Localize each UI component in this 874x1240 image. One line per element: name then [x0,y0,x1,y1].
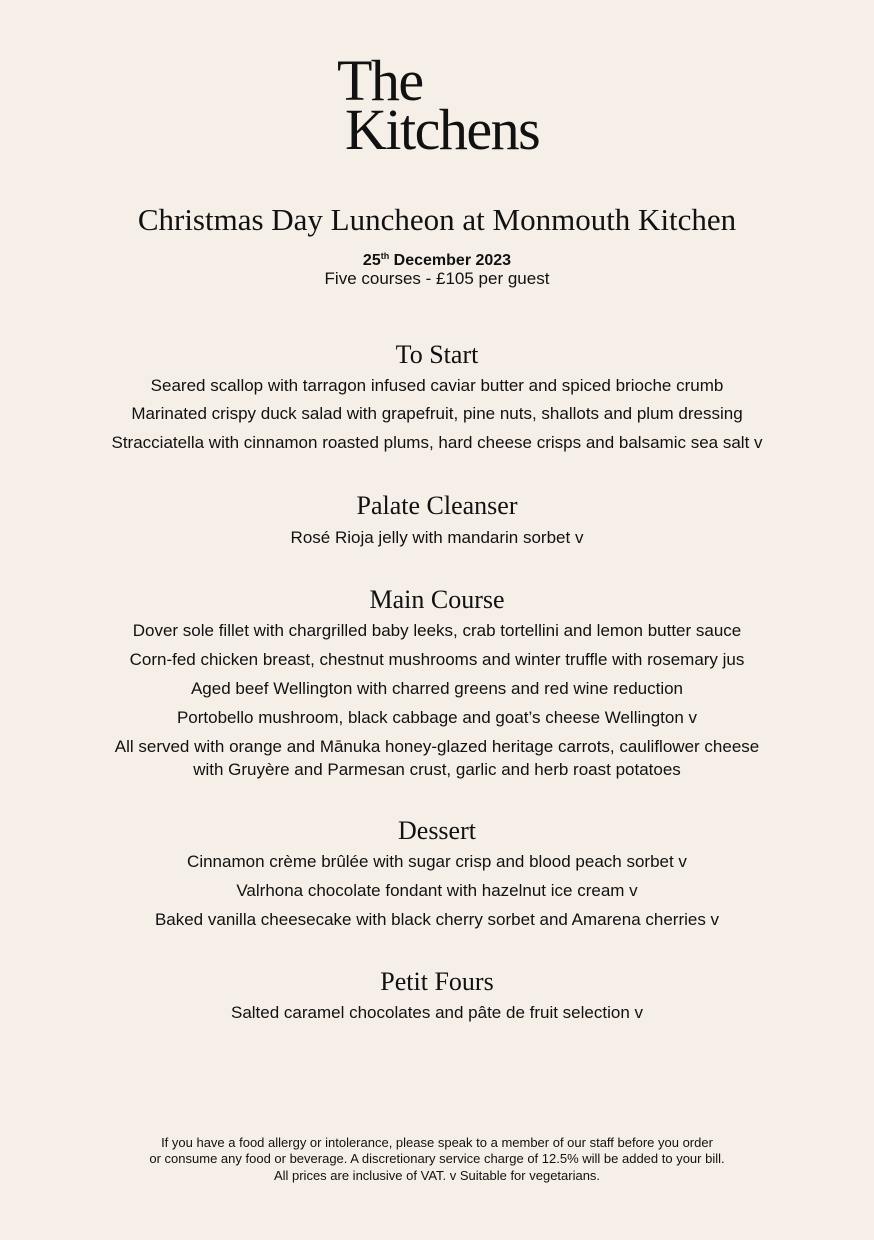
logo-the: The [337,48,423,113]
menu-item: Aged beef Wellington with charred greens and red wine reduction [190,679,684,698]
menu-item: Valrhona chocolate fondant with hazelnut ice cream v [236,881,638,900]
menu-price: Five courses - £105 per guest [324,269,550,288]
section-heading-main-course: Main Course [369,585,505,614]
date-day: 25 [362,252,381,269]
menu-item: Dover sole fillet with chargrilled baby leeks, crab tortellini and lemon butter sauce [132,621,742,640]
menu-item: Portobello mushroom, black cabbage and goat’s cheese Wellington v [176,708,698,727]
menu-item: Baked vanilla cheesecake with black cherry sorbet and Amarena cherries v [154,910,720,929]
menu-item: Seared scallop with tarragon infused caviar butter and spiced brioche crumb [150,376,724,395]
menu-title: Christmas Day Luncheon at Monmouth Kitchen [137,202,737,237]
date-rest: December 2023 [389,252,512,269]
menu-item: with Gruyère and Parmesan crust, garlic and herb roast potatoes [193,760,681,779]
menu-item: Corn-fed chicken breast, chestnut mushrooms and winter truffle with rosemary jus [129,650,745,669]
menu-item: Rosé Rioja jelly with mandarin sorbet v [290,528,584,547]
menu-item: Stracciatella with cinnamon roasted plums, hard cheese crisps and balsamic sea salt v [111,433,763,452]
date-suffix: th [380,251,390,261]
section-heading-to-start: To Start [395,340,479,369]
menu-item: Salted caramel chocolates and pâte de fruit selection v [230,1003,644,1022]
menu-item: Marinated crispy duck salad with grapefruit, pine nuts, shallots and plum dressing [131,404,743,423]
footer-line: If you have a food allergy or intolerance, please speak to a member of our staff before you order [161,1135,713,1150]
logo-kitchens: Kitchens [345,97,540,162]
footer-line: or consume any food or beverage. A discretionary service charge of 12.5% will be added to your bill. [149,1151,725,1166]
section-heading-dessert: Dessert [398,816,476,845]
footer-line: All prices are inclusive of VAT. v Suitable for vegetarians. [273,1168,601,1183]
section-heading-palate-cleanser: Palate Cleanser [356,491,518,520]
menu-item: Cinnamon crème brûlée with sugar crisp and blood peach sorbet v [187,852,687,871]
menu-item: All served with orange and Mānuka honey-glazed heritage carrots, cauliflower cheese [114,737,760,756]
section-heading-petit-fours: Petit Fours [380,967,494,996]
